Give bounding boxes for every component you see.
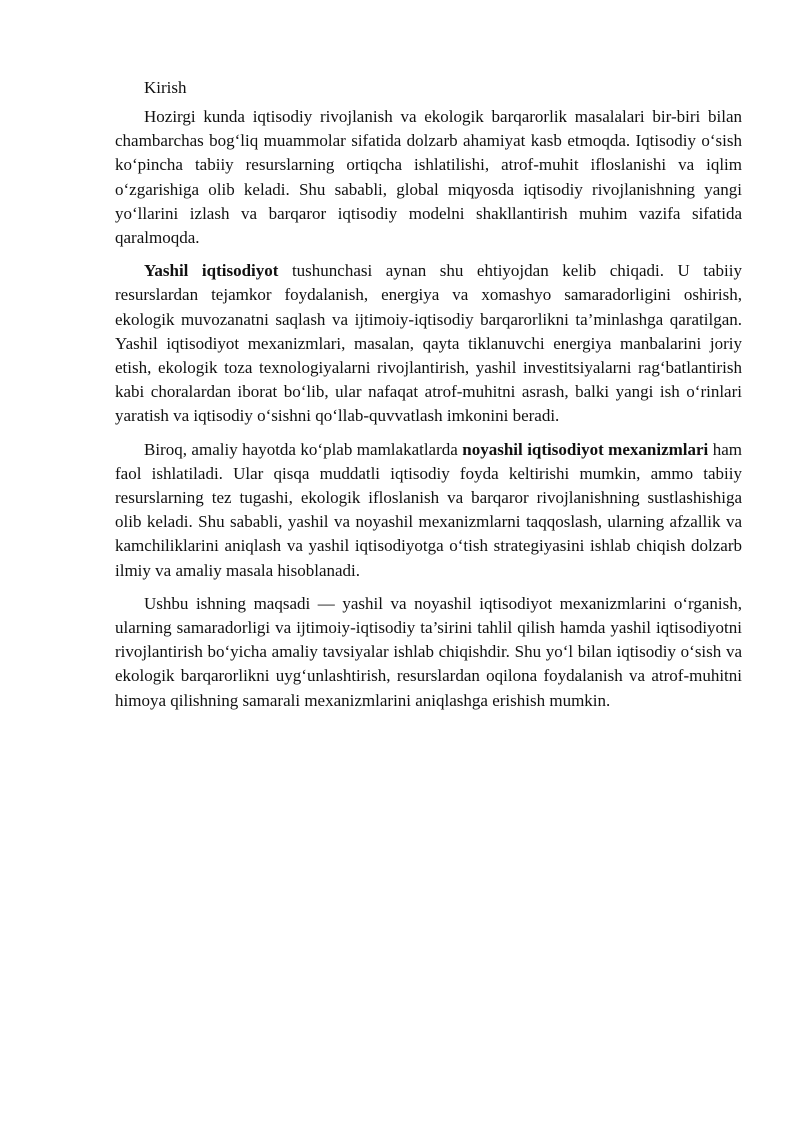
paragraph-green-economy	[115, 259, 742, 428]
paragraph-goal: Ushbu ishning maqsadi — yashil va noyashil iqtisodiyot mexanizmlarini o‘rganish, ularning samaradorligi va ijtimoiy-iqtisodiy ta’sirini tahlil qilish hamda yashil iqtisodiyotni rivojlantirish bo‘yicha amaliy tavsiyalar ishlab chiqishdir. Shu yo‘l bilan iqtisodiy o‘sish va ekologik barqarorlikni uyg‘unlashtirish, resurslardan oqilona foydalanish va atrof-muhitni himoya qilishning samarali mexanizmlarini aniqlashga erishish mumkin.	[115, 593, 742, 710]
paragraph-non-green-economy	[115, 438, 742, 583]
bold-term-non-green-mechanisms: noyashil iqtisodiyot mexanizmlari	[462, 439, 709, 459]
paragraph-intro: Hozirgi kunda iqtisodiy rivojlanish va ekologik barqarorlik masalalari bir-biri bilan chambarchas bog‘liq muammolar sifatida dolzarb ahamiyat kasb etmoqda. Iqtisodiy o‘sish ko‘pincha tabiiy resurslarning ortiqcha ishlatilishi, atrof-muhit ifloslanishi va iqlim o‘zgarishiga olib keladi. Shu sababli, global miqyosda iqtisodiy rivojlanishning yangi yo‘llarini izlash va barqaror iqtisodiy modelni shakllantirish muhim vazifa sifatida qaralmoqda.	[115, 107, 742, 248]
paragraph-non-green-economy-lead: Biroq, amaliy hayotda ko‘plab mamlakatlarda	[144, 439, 463, 459]
document-page	[115, 75, 742, 722]
paragraph-non-green-economy-text: ham faol ishlatiladi. Ular qisqa muddatli iqtisodiy foyda keltirishi mumkin, ammo tabiiy resurslarning tez tugashi, ekologik ifloslanish va barqaror rivojlanishning sustlashishiga olib keladi. Shu sababli, yashil va noyashil mexanizmlarni taqqoslash, ularning afzallik va kamchiliklarini aniqlash va yashil iqtisodiyotga o‘tish strategiyasini ishlab chiqish dolzarb ilmiy va amaliy masala hisoblanadi.	[115, 439, 742, 580]
section-heading: Kirish	[144, 78, 187, 97]
bold-term-green-economy: Yashil iqtisodiyot	[144, 261, 279, 281]
paragraph-green-economy-text: tushunchasi aynan shu ehtiyojdan kelib chiqadi. U tabiiy resurslardan tejamkor foydalanish, energiya va xomashyo samaradorligini oshirish, ekologik muvozanatni saqlash va ijtimoiy-iqtisodiy barqarorlikni ta’minlashga qaratilgan. Yashil iqtisodiyot mexanizmlari, masalan, qayta tiklanuvchi energiya manbalarini joriy etish, ekologik toza texnologiyalarni rivojlantirish, yashil investitsiyalarni rag‘batlantirish kabi choralardan iborat bo‘lib, ular nafaqat atrof-muhitni asrash, balki yangi ish o‘rinlari yaratish va iqtisodiy o‘sishni qo‘llab-quvvatlash imkonini beradi.	[115, 261, 742, 426]
